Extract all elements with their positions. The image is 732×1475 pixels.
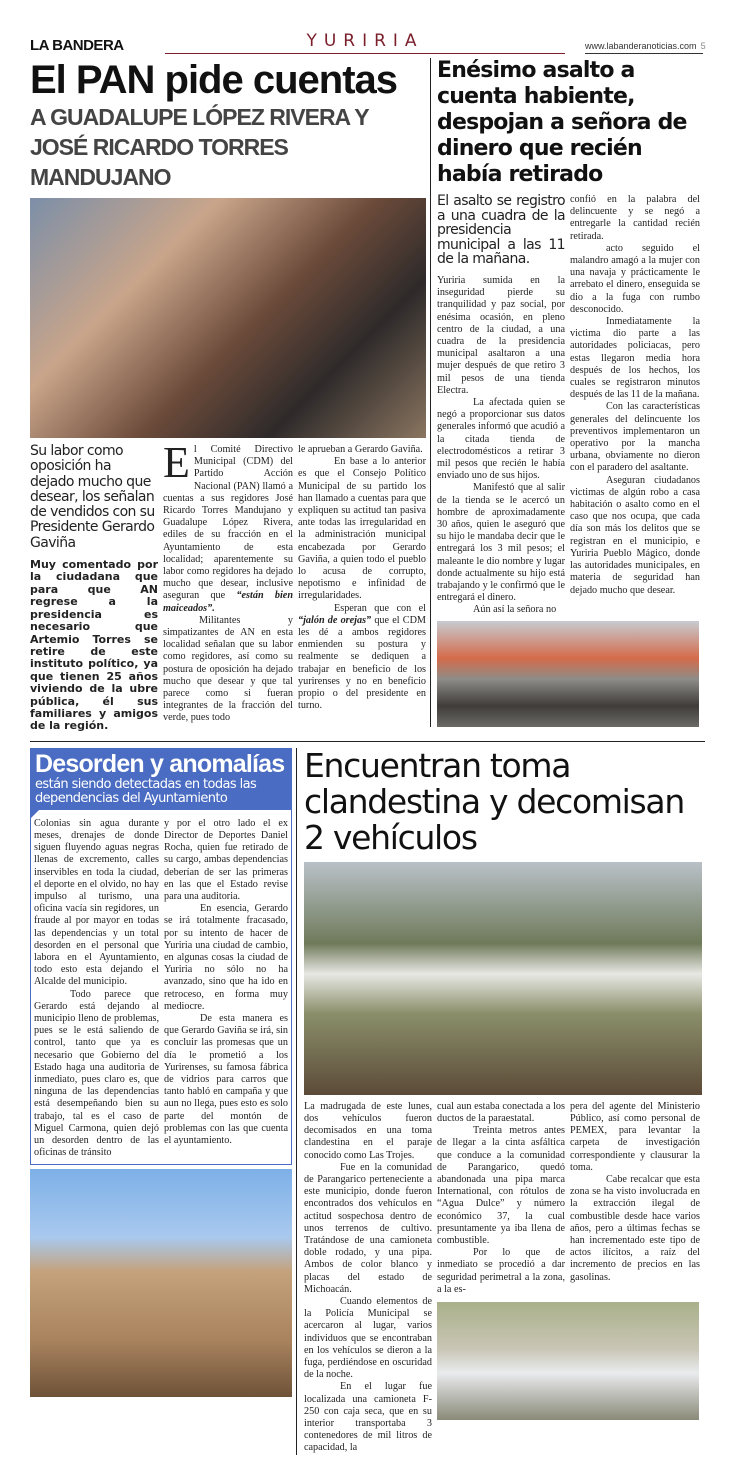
article1-sidebar (30, 444, 158, 733)
article1-caption: Su labor como oposición ha dejado mucho que desear, los señalan de vendidos con su Presidente Gerardo Gaviña (30, 443, 155, 551)
paragraph-text: le aprueban a Gerardo Gaviña. (298, 444, 423, 455)
church-photo (30, 1169, 292, 1397)
paragraph (163, 438, 293, 615)
paragraph (570, 401, 700, 474)
paragraph-text: Cabe recalcar que esta zona se ha visto involucrada en la extracción ilegal de combustible desde hace varios años, pero a últimas fechas se han incrementado este tipo de actos ilícitos, a raíz del incremento de precios en las gasolinas. (570, 1173, 700, 1283)
paragraph (570, 194, 700, 243)
article3-column-2 (164, 818, 288, 1147)
paragraph (570, 316, 700, 401)
article1 (30, 58, 430, 733)
article4-headline: Encuentran toma clandestina y decomisan 2 vehículos (304, 745, 684, 857)
paragraph (298, 456, 426, 602)
paragraph-text: Militantes y simpatizantes de AN en esta localidad señalan que su labor como regidores, así como su postura de oposición ha dejado mucho que desear y que tal parece como si fueran integrantes de la fracción del verde, pues todo (163, 614, 293, 724)
paragraph-text: Cuando elementos de la Policía Municipal se acercaron al lugar, varios individuos que se encontraban en los vehículos se dieron a la fuga, perdiéndose en oscuridad de la noche. (304, 1296, 432, 1381)
article1-photo (30, 198, 426, 438)
article1-deck: Muy comentado por la ciudadana que para que AN regrese a la presidencia es necesario que Artemio Torres se retire de este instituto político, ya que tienen 25 años viviendo de la ubre pública, él sus familiares y amigos de la región. (30, 558, 158, 733)
paragraph (437, 1101, 565, 1125)
article4-right (437, 1101, 703, 1420)
article1-body (30, 438, 426, 733)
article3-body (31, 818, 291, 1160)
top-section (30, 58, 705, 733)
article3-column-1 (34, 818, 159, 1160)
article4 (296, 745, 705, 1455)
paragraph (163, 615, 293, 725)
page-number: 5 (700, 41, 706, 51)
paragraph-text: cual aun estaba conectada a los ductos de la paraestatal. (437, 1100, 565, 1124)
paragraph-text: Fue en la comunidad de Parangarico perteneciente a este municipio, donde fueron encontrados dos vehículos en actitud sospechosa dentro de unos terrenos de cultivo. Tratándose de una camioneta doble rodado, y una pipa. Ambos de color blanco y placas del estado de Michoacán. (304, 1161, 432, 1295)
paragraph (437, 1247, 565, 1296)
paragraph (304, 1101, 432, 1162)
section-title: YURIRIA (165, 31, 565, 54)
paragraph-text: Inmediatamente la victima dio parte a las autoridades policiacas, pero estas llegaron media hora después de los hechos, los cuales se registraron minutos después de las 11 de la mañana. (570, 316, 700, 401)
paragraph (304, 1381, 432, 1454)
newspaper-logo: LA BANDERA (30, 37, 124, 54)
article1-column-2 (298, 444, 426, 712)
paragraph-text: Por lo que de inmediato se procedió a dar seguridad perimetral a la zona, a la es- (437, 1247, 565, 1295)
paragraph-text: Esperan que con el (334, 602, 426, 614)
section-divider (30, 741, 705, 742)
article3-headline: Desorden y anomalías (35, 749, 285, 778)
paragraph (304, 1296, 432, 1381)
article2-lead: El asalto se registro a una cuadra de la presidencia municipal a las 11 de la mañana. (437, 193, 565, 268)
paragraph (437, 482, 565, 604)
article2-headline: Enésimo asalto a cuenta habiente, despojan a señora de dinero que recién había retirado (437, 58, 687, 187)
article4-column-2 (437, 1101, 565, 1296)
article2 (430, 58, 705, 727)
box-corner-decoration (31, 810, 39, 818)
article1-subheadline: A GUADALUPE LÓPEZ RIVERA Y JOSÉ RICARDO TORRES MANDUJANO (30, 104, 369, 190)
paragraph-text: Yuriria sumida en la inseguridad pierde su tranquilidad y paz social, por enésima ocasión, en pleno centro de la ciudad, a una cuadra de la presidencia municipal asaltaron a una mujer después de que retiro 3 mil pesos de una tienda Electra. (437, 274, 565, 396)
paragraph-text: La afectada quien se negó a proporcionar sus datos generales informó que acudió a la citada tienda de electrodomésticos a retirar 3 mil pesos que recién le había enviado uno de sus hijos. (437, 397, 565, 482)
paragraph (34, 989, 159, 1160)
article4-column-1 (304, 1101, 432, 1455)
article2-photo (437, 621, 699, 727)
paragraph (298, 603, 426, 713)
article4-truck-photo (304, 862, 702, 1095)
paragraph (437, 397, 565, 482)
article4-tanker-photo (437, 1302, 699, 1420)
paragraph-text: Colonias sin agua durante meses, drenajes de donde siguen fluyendo aguas negras llenas de excremento, calles inservibles en toda la ciudad, el deporte en el olvido, no hay impulso al turismo, una oficina vacía sin regidores, un fraude al por mayor en todas las dependencias y un total desorden en el personal que labora en el Ayuntamiento, todo esto esta dejando el Alcalde del municipio. (34, 817, 159, 988)
paragraph-text: pera del agente del Ministerio Público, así como personal de PEMEX, para levantar la carpeta de investigación correspondiente y clausurar la toma. (570, 1100, 700, 1173)
paragraph (437, 604, 565, 616)
paragraph (570, 475, 700, 597)
paragraph (437, 275, 565, 397)
paragraph-text: acto seguido el malandro amagó a la mujer con una navaja y prácticamente le arrebato el dinero, enseguida se dio a la fuga con rumbo desconocido. (570, 242, 700, 315)
bottom-section (30, 745, 705, 1455)
article2-column-1 (437, 275, 565, 617)
article3 (30, 748, 296, 1398)
page-header (30, 30, 705, 54)
paragraph (34, 818, 159, 989)
article4-right-columns (437, 1101, 703, 1296)
website-url (585, 41, 706, 54)
paragraph-text: Con las características generales del delincuente los preventivos implementaron un operativo por la mancha urbana, obviamente no dieron con el paradero del asaltante. (570, 401, 700, 474)
paragraph (437, 1125, 565, 1247)
paragraph-text: En base a lo anterior es que el Consejo Político Municipal de su partido los han llamado a cuentas para que expliquen su actitud tan pasiva ante todas las irregularidad en la administración municipal encabezada por Gerardo Gaviña, a quien todo el pueblo lo acusa de corrupto, nepotismo e infinidad de irregularidades. (298, 456, 426, 602)
paragraph-text: En esencia, Gerardo se irá totalmente fracasado, por su intento de hacer de Yuriria una ciudad de cambio, en algunas cosas la ciudad de Yuriria no sólo no ha avanzado, sino que ha ido en retroceso, en forma muy mediocre. (164, 903, 288, 1012)
emphasis-text: “jalón de orejas” (298, 614, 372, 626)
emphasis-text: “están bien maiceados”. (163, 590, 293, 614)
paragraph (164, 818, 288, 903)
paragraph-text: Todo parece que Gerardo está dejando al municipio lleno de problemas, pues se le está saliendo de control, tanto que ya es necesario que Gobierno del Estado haga una auditoria de inmediato, pues claro es, que ninguna de las dependencias está desempeñando bien su trabajo, tal es el caso de Miguel Carmona, quien dejó un desorden dentro de las oficinas de tránsito (34, 988, 159, 1159)
article2-left (437, 194, 565, 617)
drop-cap: E (163, 438, 190, 487)
paragraph-text: Aseguran ciudadanos victimas de algún robo a casa habitación o asalto como en el caso que nos ocupa, que cada día son más los delitos que se registran en el municipio, e Yuriria Pueblo Mágico, donde las autoridades municipales, en materia de seguridad han dejado mucho que desear. (570, 474, 700, 596)
paragraph-text: Treinta metros antes de llegar a la cinta asfáltica que conduce a la comunidad de Parangarico, quedó abandonada una pipa marca International, con rótulos de “Agua Dulce” y número económico 37, la cual presuntamente ya iba llena de combustible. (437, 1125, 565, 1246)
article1-column-1 (163, 438, 293, 725)
paragraph (304, 1162, 432, 1296)
url-text: www.labanderanoticias.com (585, 41, 697, 51)
paragraph (164, 903, 288, 1013)
paragraph-text: confió en la palabra del delincuente y se negó a entregarle la cantidad recién retirada. (570, 194, 700, 242)
article2-column-2 (570, 194, 700, 597)
paragraph-text: Aún así la señora no (473, 604, 557, 616)
article1-headline: El PAN pide cuentas (30, 58, 398, 102)
paragraph (298, 444, 426, 456)
paragraph-text: que el CDM les dé a ambos regidores enmienden su postura y realmente se dediquen a trabajar en beneficio de los yurirenses y no en beneficio propio o del presidente en turno. (298, 614, 426, 712)
paragraph-text: En el lugar fue localizada una camioneta F-250 con caja seca, que en su interior transportaba 3 contenedores de mil litros de capacidad, la (304, 1381, 432, 1454)
paragraph-text: l Comité Directivo Municipal (CDM) del Partido Acción Nacional (PAN) llamó a cuentas a sus regidores José Ricardo Torres Mandujano y Guadalupe López Rivera, ediles de su fracción en el Ayuntamiento de esta localidad; aparentemente su labor como regidores ha dejado mucho que desear, inclusive aseguran que (163, 444, 293, 602)
article4-column-3 (570, 1101, 700, 1284)
article4-body (304, 1101, 705, 1455)
article3-subheadline: están siendo detectadas en todas las dependencias del Ayuntamiento (35, 776, 257, 806)
article3-frame (30, 748, 292, 1166)
article3-header-box (31, 749, 291, 810)
paragraph (570, 243, 700, 316)
paragraph (570, 1174, 700, 1284)
paragraph (570, 1101, 700, 1174)
article2-body (437, 194, 705, 617)
paragraph-text: Manifestó que al salir de la tienda se le acercó un hombre de aproximadamente 30 años, quien le aseguró que su hijo le mandaba decir que le entregará los 3 mil pesos; el maleante le dio nombre y lugar donde actualmente su hijo está trabajando y le confirmó que le entregará el dinero. (437, 482, 565, 604)
paragraph (164, 1013, 288, 1147)
paragraph-text: La madrugada de este lunes, dos vehículos fueron decomisados en una toma clandestina en el paraje conocido como Las Trojes. (304, 1100, 432, 1161)
paragraph-text: y por el otro lado el ex Director de Deportes Daniel Rocha, quien fue retirado de su cargo, ambas dependencias deberían de ser las primeras en las que el Estado revise para una auditoria. (164, 817, 288, 902)
paragraph-text: De esta manera es que Gerardo Gaviña se irá, sin concluir las promesas que un día le prometió a los Yurirenses, su famosa fábrica de vidrios para carros que tanto habló en campaña y que aun no llega, pues esto es solo parte del montón de problemas con las que cuenta el ayuntamiento. (164, 1013, 288, 1147)
